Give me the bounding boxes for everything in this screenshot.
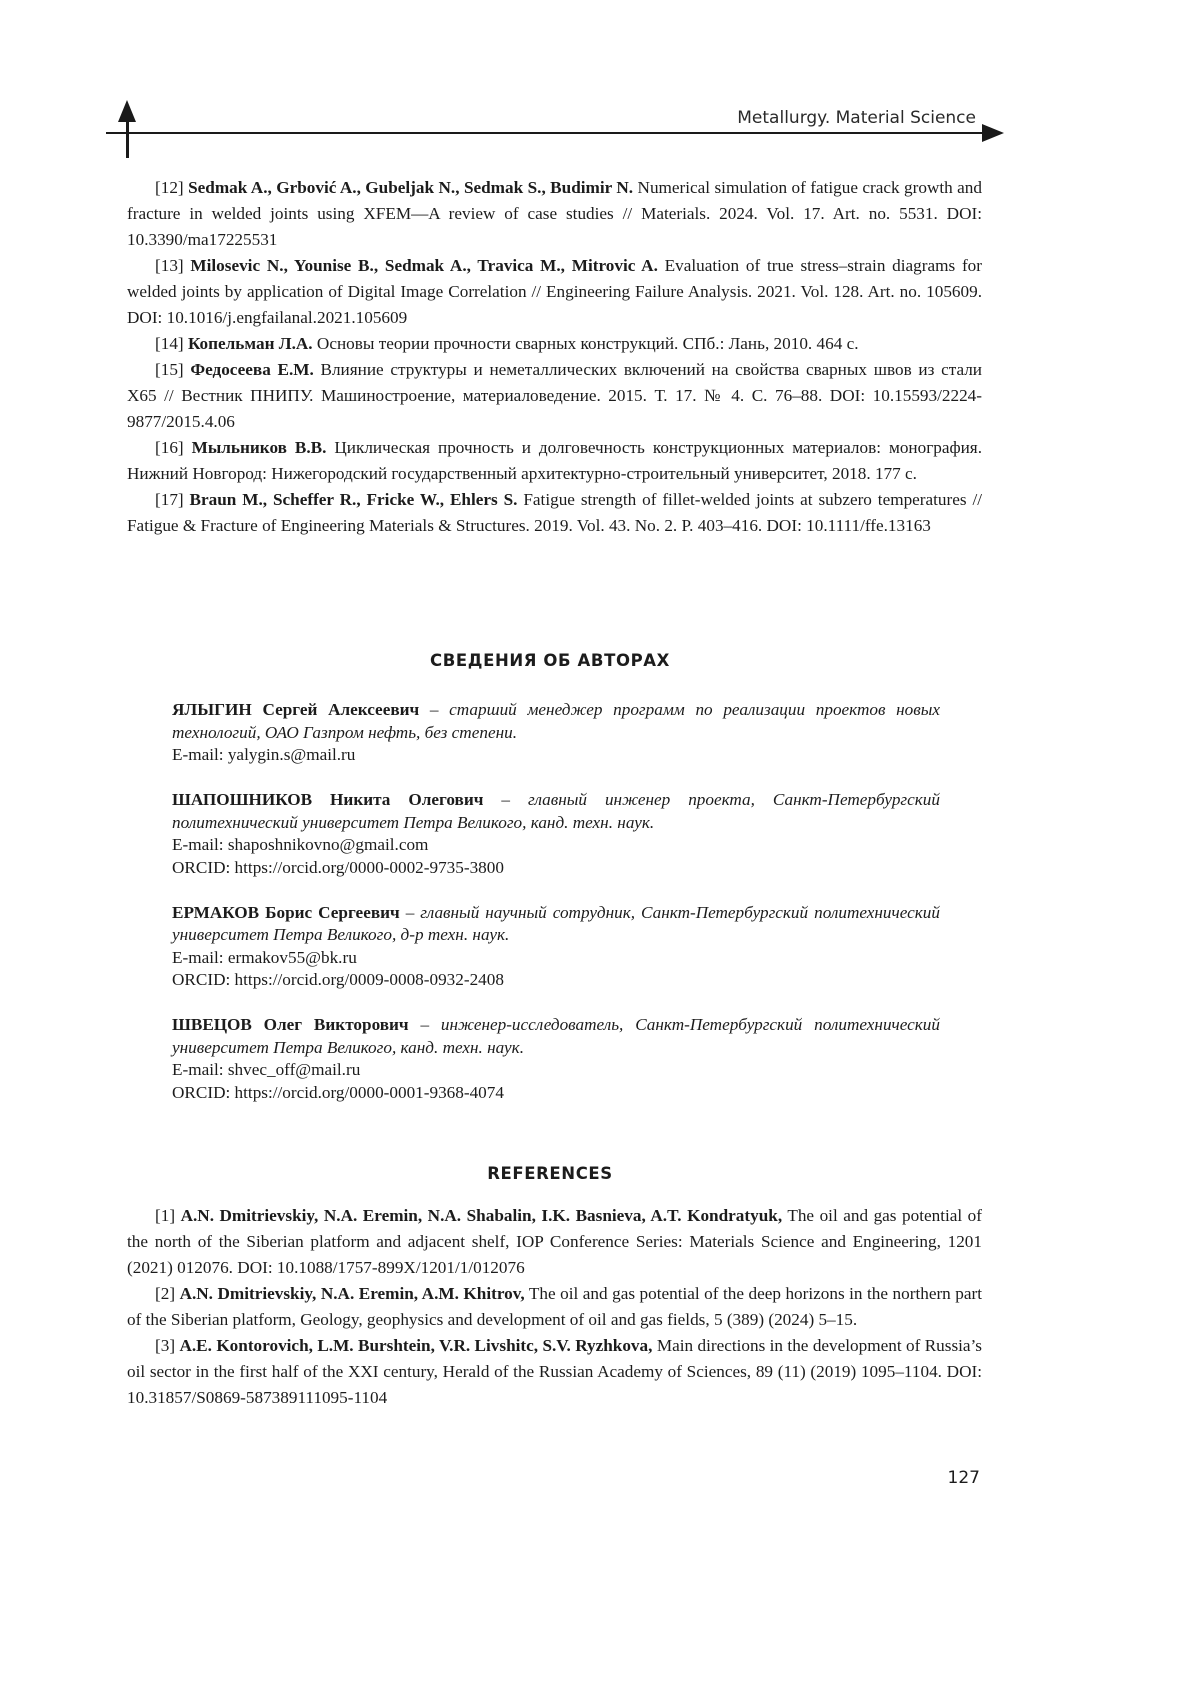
arrow-right-icon [982, 124, 1004, 142]
reference-authors: Sedmak A., Grbović A., Gubeljak N., Sedmak S., Budimir N. [188, 178, 634, 197]
reference-item [127, 435, 982, 487]
reference-text: Влияние структуры и неметаллических включений на свойства сварных швов из стали Х65 // Вестник ПНИПУ. Машиностроение, материаловедение. 2015. Т. 17. № 4. С. 76–88. DOI: 10.15593/2224-9877/2015.4.06 [127, 360, 982, 431]
author-email: E-mail: shaposhnikovno@gmail.com [172, 835, 429, 854]
running-head: Metallurgy. Material Science [737, 108, 976, 128]
author-entry [172, 1014, 940, 1104]
author-list [172, 699, 940, 1127]
reference-item [127, 357, 982, 435]
reference-item [127, 487, 982, 539]
author-entry [172, 699, 940, 767]
author-description [172, 699, 940, 744]
reference-text: Циклическая прочность и долговечность конструкционных материалов: монография. Нижний Новгород: Нижегородский государственный архитектурно-строительный университет, 2018. 177 с. [127, 438, 983, 483]
author-description [172, 1014, 940, 1059]
reference-number: [16] [155, 438, 184, 457]
reference-number: [14] [155, 334, 184, 353]
reference-text: Numerical simulation of fatigue crack growth and fracture in welded joints using XFEM—A review of case studies // Materials. 2024. Vol. 17. Art. no. 5531. DOI: 10.3390/ma17225531 [127, 178, 982, 249]
author-orcid: ORCID: https://orcid.org/0000-0002-9735-3800 [172, 857, 504, 877]
author-affiliation: – инженер-исследователь, Санкт-Петербургский политехнический университет Петра Великого, канд. техн. наук. [172, 1015, 940, 1057]
author-description [172, 902, 940, 947]
author-affiliation: – старший менеджер программ по реализации проектов новых технологий, ОАО Газпром нефть, без степени. [172, 700, 940, 742]
authors-section-title: СВЕДЕНИЯ ОБ АВТОРАХ [430, 651, 670, 670]
reference-authors: Braun M., Scheffer R., Fricke W., Ehlers S. [189, 490, 518, 509]
reference-item [127, 253, 982, 331]
reference-authors: A.E. Kontorovich, L.M. Burshtein, V.R. Livshitc, S.V. Ryzhkova, [179, 1336, 653, 1355]
author-email: E-mail: shvec_off@mail.ru [172, 1060, 361, 1079]
reference-item [127, 1333, 982, 1411]
header-rule [106, 132, 984, 134]
author-email: E-mail: ermakov55@bk.ru [172, 947, 357, 967]
author-affiliation: – главный инженер проекта, Санкт-Петербургский политехнический университет Петра Великого, канд. техн. наук. [172, 790, 940, 832]
reference-number: [17] [155, 490, 184, 509]
reference-text: Основы теории прочности сварных конструкций. СПб.: Лань, 2010. 464 с. [312, 334, 859, 353]
author-affiliation: – главный научный сотрудник, Санкт-Петербургский политехнический университет Петра Великого, д-р техн. наук. [172, 902, 940, 944]
author-entry [172, 789, 940, 879]
reference-number: [1] [155, 1206, 176, 1225]
reference-number: [2] [155, 1284, 176, 1303]
reference-authors: Milosevic N., Younise B., Sedmak A., Travica M., Mitrovic A. [190, 256, 658, 275]
reference-authors: Мыльников В.В. [191, 438, 327, 457]
author-orcid: ORCID: https://orcid.org/0000-0001-9368-4074 [172, 1082, 504, 1102]
reference-item [127, 1281, 982, 1333]
reference-list [127, 1203, 982, 1411]
reference-text: Evaluation of true stress–strain diagrams for welded joints by application of Digital Image Correlation // Engineering Failure Analysis. 2021. Vol. 128. Art. no. 105609. DOI: 10.1016/j.engfailanal.2021.105609 [127, 256, 982, 327]
author-entry [172, 902, 940, 992]
reference-item [127, 175, 982, 253]
author-name: ЯЛЫГИН Сергей Алексеевич [172, 700, 420, 719]
reference-authors: Федосеева Е.М. [190, 360, 314, 379]
page-number: 127 [947, 1468, 980, 1488]
reference-list-continued [127, 175, 982, 539]
author-orcid: ORCID: https://orcid.org/0009-0008-0932-2408 [172, 970, 504, 989]
reference-text: Fatigue strength of fillet-welded joints at subzero temperatures // Fatigue & Fracture of Engineering Materials & Structures. 2019. Vol. 43. No. 2. P. 403–416. DOI: 10.1111/ffe.13163 [127, 490, 983, 535]
author-name: ШАПОШНИКОВ Никита Олегович [172, 790, 484, 809]
reference-item [127, 331, 982, 357]
author-name: ШВЕЦОВ Олег Викторович [172, 1015, 409, 1034]
reference-authors: A.N. Dmitrievskiy, N.A. Eremin, A.M. Khitrov, [179, 1284, 525, 1303]
author-name: ЕРМАКОВ Борис Сергеевич [172, 902, 400, 922]
reference-number: [3] [155, 1336, 176, 1355]
reference-item [127, 1203, 982, 1281]
reference-text: Main directions in the development of Russia’s oil sector in the first half of the XXI century, Herald of the Russian Academy of Sciences, 89 (11) (2019) 1095–1104. DOI: 10.31857/S0869-587389111095-1104 [127, 1336, 982, 1407]
author-email: E-mail: yalygin.s@mail.ru [172, 745, 356, 764]
references-section-title: REFERENCES [487, 1164, 613, 1183]
reference-number: [12] [155, 178, 184, 197]
reference-text: The oil and gas potential of the north of the Siberian platform and adjacent shelf, IOP Conference Series: Materials Science and Engineering, 1201 (2021) 012076. DOI: 10.1088/1757-899X/1201/1/012076 [127, 1206, 983, 1277]
reference-number: [13] [155, 256, 184, 275]
reference-authors: A.N. Dmitrievskiy, N.A. Eremin, N.A. Shabalin, I.K. Basnieva, A.T. Kondratyuk, [180, 1206, 783, 1225]
reference-number: [15] [155, 360, 184, 379]
arrow-up-icon [118, 100, 136, 122]
author-description [172, 789, 940, 834]
reference-authors: Копельман Л.А. [187, 334, 313, 353]
reference-text: The oil and gas potential of the deep horizons in the northern part of the Siberian platform, Geology, geophysics and development of oil and gas fields, 5 (389) (2024) 5–15. [127, 1284, 983, 1329]
